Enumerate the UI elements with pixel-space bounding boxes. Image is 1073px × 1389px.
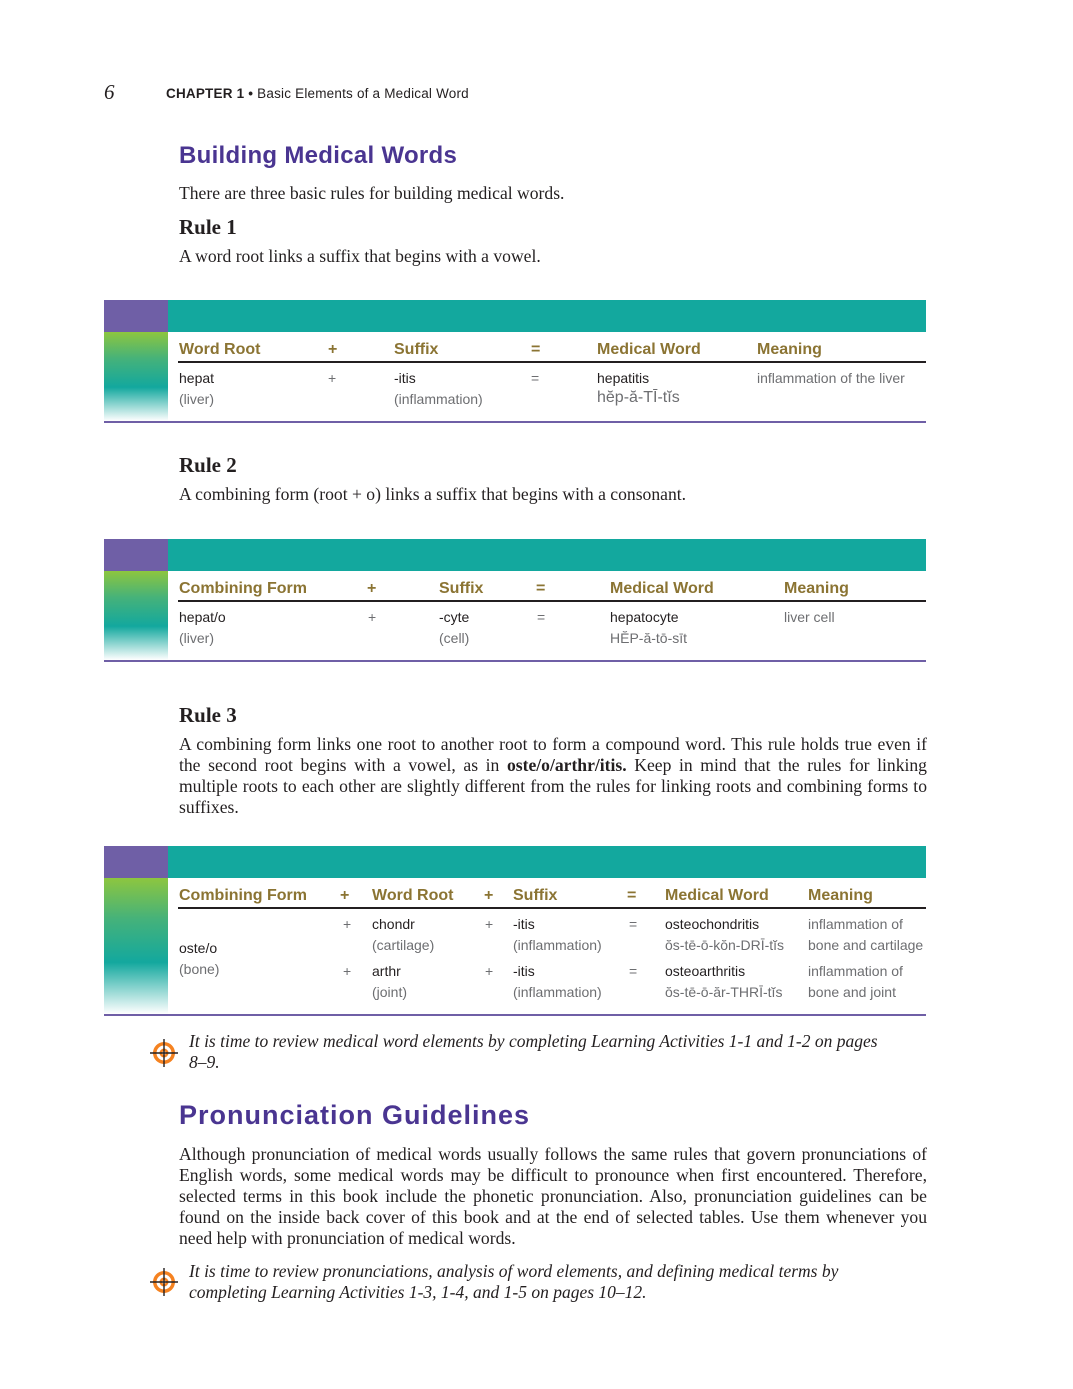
target-icon [150, 1039, 178, 1067]
cell-equals: = [537, 609, 546, 625]
table-bottom-line [104, 1014, 926, 1016]
col-header-medical-word: Medical Word [610, 580, 714, 597]
section-title-building: Building Medical Words [179, 142, 458, 169]
row1-pronunciation: ŏs-tē-ō-kŏn-DRĪ-tĭs [665, 937, 785, 953]
col-header-equals: = [531, 341, 541, 358]
rule3-text-a: A combining form links one root to another root to form a compound word. This rule holds true even if the second root begins with a vowel, as in [179, 734, 927, 775]
row1-suffix-meaning: (inflammation) [513, 937, 602, 953]
row2-equals: = [629, 963, 638, 979]
row1-meaning-line1: inflammation of [808, 916, 903, 932]
table-corner [104, 846, 168, 878]
target-icon [150, 1268, 178, 1296]
row1-plus-2: + [485, 916, 494, 932]
col-header-meaning: Meaning [757, 341, 822, 358]
chapter-title: Basic Elements of a Medical Word [257, 86, 469, 101]
col-header-medical-word: Medical Word [665, 887, 769, 904]
table-top-bar [168, 846, 926, 878]
cell-cf-meaning: (bone) [179, 961, 220, 977]
table-bottom-line [104, 660, 926, 662]
row1-root: chondr [372, 916, 415, 932]
row2-root-meaning: (joint) [372, 984, 408, 1000]
row1-meaning-line2: bone and cartilage [808, 937, 924, 953]
section-title-pronunciation: Pronunciation Guidelines [179, 1100, 531, 1130]
row2-root: arthr [372, 963, 401, 979]
col-header-meaning: Meaning [784, 580, 849, 597]
table-side-bar [104, 571, 168, 660]
row2-meaning-line1: inflammation of [808, 963, 903, 979]
running-header [166, 86, 469, 101]
row2-plus-1: + [343, 963, 352, 979]
table-bottom-line [104, 421, 926, 423]
row2-pronunciation: ŏs-tē-ō-ăr-THRĪ-tĭs [665, 984, 783, 1000]
table-top-bar [168, 539, 926, 571]
rule3-text-b: Keep in mind that the rules for linking multiple roots to each other are slightly different from the rules for linking roots and combining forms to suffixes. [179, 755, 927, 817]
page-number: 6 [104, 80, 115, 104]
chapter-label: CHAPTER 1 [166, 86, 245, 101]
table-side-bar [104, 332, 168, 421]
table-side-bar [104, 878, 168, 1014]
row2-meaning-line2: bone and joint [808, 984, 896, 1000]
row1-suffix: -itis [513, 916, 535, 932]
header-rule [178, 600, 926, 602]
row1-root-meaning: (cartilage) [372, 937, 435, 953]
building-intro: There are three basic rules for building medical words. [179, 183, 565, 203]
col-header-medical-word: Medical Word [597, 341, 701, 358]
col-header-word-root: Word Root [372, 887, 454, 904]
cell-plus: + [368, 609, 377, 625]
review-note-1: It is time to review medical word elements by completing Learning Activities 1-1 and 1-2 on pages 8–9. [189, 1031, 878, 1072]
row1-equals: = [629, 916, 638, 932]
row2-suffix-meaning: (inflammation) [513, 984, 602, 1000]
rule2-text: A combining form (root + o) links a suffix that begins with a consonant. [179, 484, 687, 504]
cell-suffix: -itis [394, 370, 416, 386]
cell-equals: = [531, 370, 540, 386]
table-corner [104, 300, 168, 332]
rule2-table [104, 539, 926, 662]
col-header-plus: + [328, 341, 338, 358]
header-rule [178, 361, 926, 363]
cell-pronunciation: hĕp-ă-TĪ-tĭs [597, 389, 680, 406]
cell-suffix-meaning: (inflammation) [394, 391, 483, 407]
col-header-plus-1: + [340, 887, 350, 904]
cell-pronunciation: HĔP-ă-tō-sīt [610, 630, 688, 646]
col-header-suffix: Suffix [439, 580, 484, 597]
cell-cf-meaning: (liver) [179, 630, 214, 646]
col-header-meaning: Meaning [808, 887, 873, 904]
cell-combining-form: oste/o [179, 940, 218, 956]
row1-plus-1: + [343, 916, 352, 932]
rule1-title: Rule 1 [179, 215, 237, 239]
rule3-table [104, 846, 926, 1016]
cell-suffix-meaning: (cell) [439, 630, 470, 646]
col-header-suffix: Suffix [394, 341, 439, 358]
col-header-equals: = [536, 580, 546, 597]
rule3-example-term: oste/o/arthr/itis. [506, 755, 627, 775]
col-header-plus: + [367, 580, 377, 597]
cell-suffix: -cyte [439, 609, 470, 625]
col-header-equals: = [627, 887, 637, 904]
table-corner [104, 539, 168, 571]
review-note-2: It is time to review pronunciations, analysis of word elements, and defining medical terms by completing Learning Activities 1-3, 1-4, and 1-5 on pages 10–12. [189, 1261, 839, 1302]
rule1-table [104, 300, 926, 423]
cell-meaning: liver cell [784, 609, 835, 625]
cell-medical-word: hepatitis [597, 370, 650, 386]
row2-suffix: -itis [513, 963, 535, 979]
pronunciation-text: Although pronunciation of medical words usually follows the same rules that govern pronunciations of English words, some medical words may be difficult to pronounce when first encountered. Therefore, selected terms in this book include the phonetic pronunciation. Also, pronunciation guidelines can be found on the inside back cover of this book and at the end of selected tables. Use them whenever you need help with pronunciation of medical words. [179, 1144, 927, 1248]
header-rule [178, 907, 926, 909]
header-bullet: • [248, 86, 254, 101]
cell-medical-word: hepatocyte [610, 609, 679, 625]
col-header-combining-form: Combining Form [179, 580, 307, 597]
col-header-suffix: Suffix [513, 887, 558, 904]
col-header-word-root: Word Root [179, 341, 261, 358]
row2-medical-word: osteoarthritis [665, 963, 746, 979]
col-header-combining-form: Combining Form [179, 887, 307, 904]
col-header-plus-2: + [484, 887, 494, 904]
rule2-title: Rule 2 [179, 453, 237, 477]
row2-plus-2: + [485, 963, 494, 979]
rule1-text: A word root links a suffix that begins with a vowel. [179, 246, 541, 266]
cell-plus: + [328, 370, 337, 386]
table-top-bar [168, 300, 926, 332]
rule3-title: Rule 3 [179, 703, 237, 727]
cell-meaning: inflammation of the liver [757, 370, 905, 386]
cell-combining-form: hepat/o [179, 609, 226, 625]
cell-root-meaning: (liver) [179, 391, 214, 407]
rule3-text [179, 734, 927, 818]
cell-root: hepat [179, 370, 215, 386]
row1-medical-word: osteochondritis [665, 916, 760, 932]
